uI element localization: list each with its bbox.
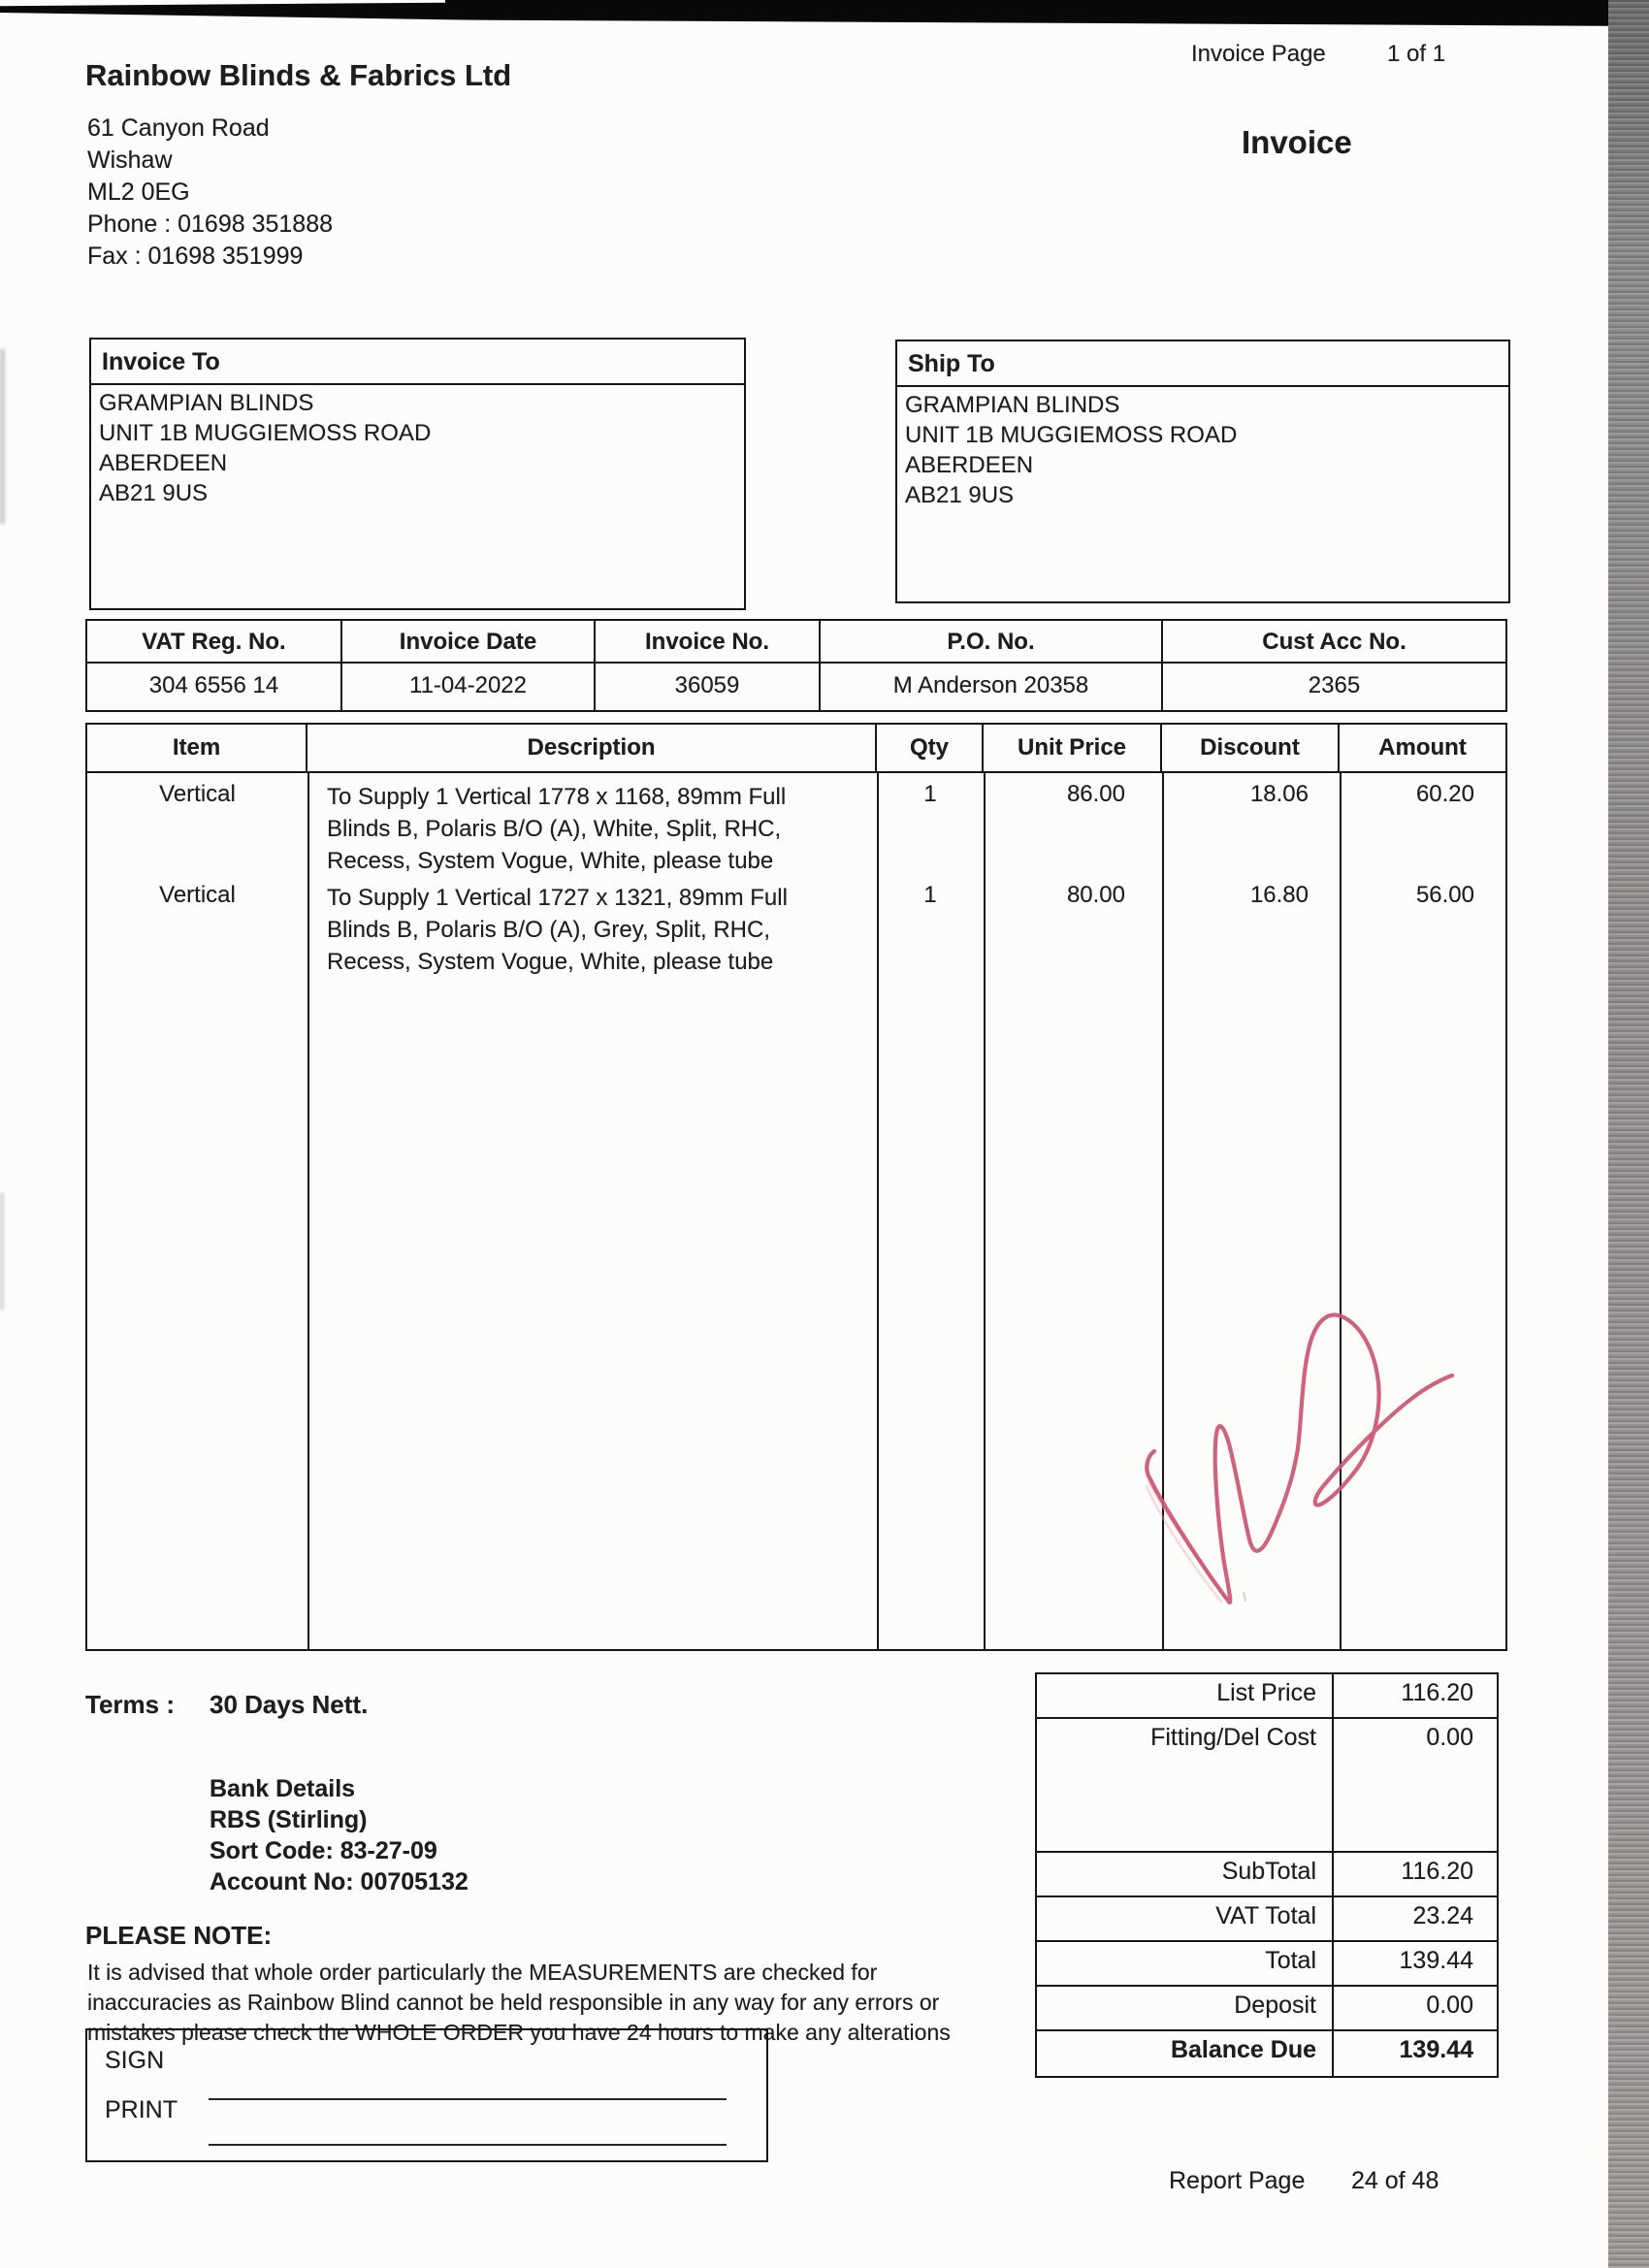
print-line bbox=[209, 2144, 727, 2146]
meta-header-cust-acc-no: Cust Acc No. bbox=[1262, 629, 1406, 655]
ship-to-line: AB21 9US bbox=[905, 482, 1015, 508]
company-postcode: ML2 0EG bbox=[87, 178, 190, 206]
totals-row-list-price: List Price 116.20 bbox=[1037, 1674, 1497, 1719]
item-amount: 60.20 bbox=[1415, 781, 1474, 807]
company-phone: Phone : 01698 351888 bbox=[87, 211, 334, 238]
item-description: To Supply 1 Vertical 1727 x 1321, 89mm Full Blinds B, Polaris B/O (A), Grey, Split, RHC, Recess, System Vogue, White, please tube bbox=[327, 885, 788, 975]
meta-value-cust-acc-no: 2365 bbox=[1308, 672, 1361, 698]
totals-row-balance-due: Balance Due 139.44 bbox=[1037, 2031, 1497, 2076]
signature-box bbox=[85, 2028, 768, 2162]
scan-edge-artifact-top bbox=[0, 0, 1649, 26]
item-qty: 1 bbox=[923, 781, 937, 807]
meta-header-vat-reg-no: VAT Reg. No. bbox=[87, 621, 342, 662]
table-row bbox=[87, 882, 1505, 978]
bank-account-no: Account No: 00705132 bbox=[210, 1868, 469, 1895]
terms-label: Terms : bbox=[85, 1690, 175, 1719]
item-type: Vertical bbox=[159, 882, 236, 908]
handwritten-signature-mark bbox=[1106, 1290, 1523, 1639]
company-fax: Fax : 01698 351999 bbox=[87, 243, 304, 270]
ship-to-box bbox=[895, 340, 1510, 603]
invoice-to-line: UNIT 1B MUGGIEMOSS ROAD bbox=[99, 420, 432, 446]
totals-row-vat-total: VAT Total 23.24 bbox=[1037, 1897, 1497, 1942]
print-label: PRINT bbox=[105, 2096, 178, 2123]
items-header-unit-price: Unit Price bbox=[984, 725, 1162, 771]
invoice-title: Invoice bbox=[1242, 124, 1352, 160]
report-page-value: 24 of 48 bbox=[1351, 2167, 1439, 2194]
meta-value-invoice-no: 36059 bbox=[596, 664, 821, 710]
company-address-line: 61 Canyon Road bbox=[87, 114, 270, 142]
item-amount: 56.00 bbox=[1415, 882, 1474, 908]
invoice-to-line: GRAMPIAN BLINDS bbox=[99, 390, 314, 416]
item-type: Vertical bbox=[159, 781, 236, 807]
bank-details-heading: Bank Details bbox=[210, 1775, 356, 1802]
items-header-qty: Qty bbox=[877, 725, 984, 771]
invoice-to-line: ABERDEEN bbox=[99, 450, 228, 476]
bank-sort-code: Sort Code: 83-27-09 bbox=[210, 1837, 437, 1864]
ship-to-line: ABERDEEN bbox=[905, 452, 1034, 478]
item-unit-price: 80.00 bbox=[1066, 882, 1125, 908]
ship-to-line: GRAMPIAN BLINDS bbox=[905, 392, 1120, 418]
totals-row-fitting-del-cost: Fitting/Del Cost 0.00 bbox=[1037, 1719, 1497, 1853]
meta-header-invoice-no: Invoice No. bbox=[596, 621, 821, 662]
meta-value-vat-reg-no: 304 6556 14 bbox=[87, 664, 342, 710]
terms-value: 30 Days Nett. bbox=[210, 1690, 369, 1719]
totals-row-total: Total 139.44 bbox=[1037, 1942, 1497, 1987]
report-page-label: Report Page bbox=[1169, 2167, 1306, 2194]
items-header-description: Description bbox=[307, 725, 877, 771]
item-discount: 16.80 bbox=[1249, 882, 1309, 908]
handwritten-ink-light-stroke bbox=[1147, 1486, 1221, 1602]
totals-summary-table bbox=[1035, 1672, 1499, 2078]
note-line: It is advised that whole order particularly the MEASUREMENTS are checked for bbox=[87, 1960, 878, 1985]
items-header-item: Item bbox=[87, 725, 307, 771]
totals-row-deposit: Deposit 0.00 bbox=[1037, 1987, 1497, 2031]
scan-edge-artifact-right bbox=[1608, 0, 1649, 2268]
note-line: inaccuracies as Rainbow Blind cannot be held responsible in any way for any errors or bbox=[87, 1990, 940, 2015]
item-discount: 18.06 bbox=[1249, 781, 1309, 807]
note-line: mistakes please check the WHOLE ORDER you have 24 hours to make any alterations bbox=[87, 2020, 951, 2045]
invoice-to-label: Invoice To bbox=[91, 340, 744, 385]
scan-speck bbox=[1244, 1593, 1245, 1601]
invoice-meta-table bbox=[85, 619, 1507, 712]
invoice-page-value: 1 of 1 bbox=[1387, 41, 1446, 67]
sign-label: SIGN bbox=[105, 2047, 165, 2074]
items-header-amount: Amount bbox=[1378, 734, 1467, 761]
items-header-discount: Discount bbox=[1162, 725, 1340, 771]
invoice-to-box bbox=[89, 338, 746, 610]
item-unit-price: 86.00 bbox=[1066, 781, 1125, 807]
invoice-to-line: AB21 9US bbox=[99, 480, 209, 506]
scan-streak-artifact bbox=[0, 1193, 4, 1310]
item-qty: 1 bbox=[923, 882, 937, 908]
please-note-heading: PLEASE NOTE: bbox=[85, 1921, 273, 1950]
meta-value-po-no: M Anderson 20358 bbox=[821, 664, 1163, 710]
totals-row-subtotal: SubTotal 116.20 bbox=[1037, 1853, 1497, 1897]
meta-value-invoice-date: 11-04-2022 bbox=[342, 664, 596, 710]
item-description: To Supply 1 Vertical 1778 x 1168, 89mm Full Blinds B, Polaris B/O (A), White, Split, RHC, Recess, System Vogue, White, please tube bbox=[327, 784, 787, 874]
meta-header-invoice-date: Invoice Date bbox=[342, 621, 596, 662]
bank-name: RBS (Stirling) bbox=[210, 1806, 368, 1833]
company-address-line: Wishaw bbox=[87, 146, 173, 174]
ship-to-label: Ship To bbox=[897, 341, 1508, 387]
company-name: Rainbow Blinds & Fabrics Ltd bbox=[85, 58, 512, 92]
handwritten-ink-main-stroke bbox=[1147, 1315, 1452, 1603]
meta-header-po-no: P.O. No. bbox=[821, 621, 1163, 662]
scan-streak-artifact bbox=[0, 349, 5, 524]
ship-to-line: UNIT 1B MUGGIEMOSS ROAD bbox=[905, 422, 1238, 448]
invoice-page-label: Invoice Page bbox=[1191, 41, 1326, 67]
table-row bbox=[87, 781, 1505, 877]
sign-line bbox=[209, 2098, 727, 2100]
